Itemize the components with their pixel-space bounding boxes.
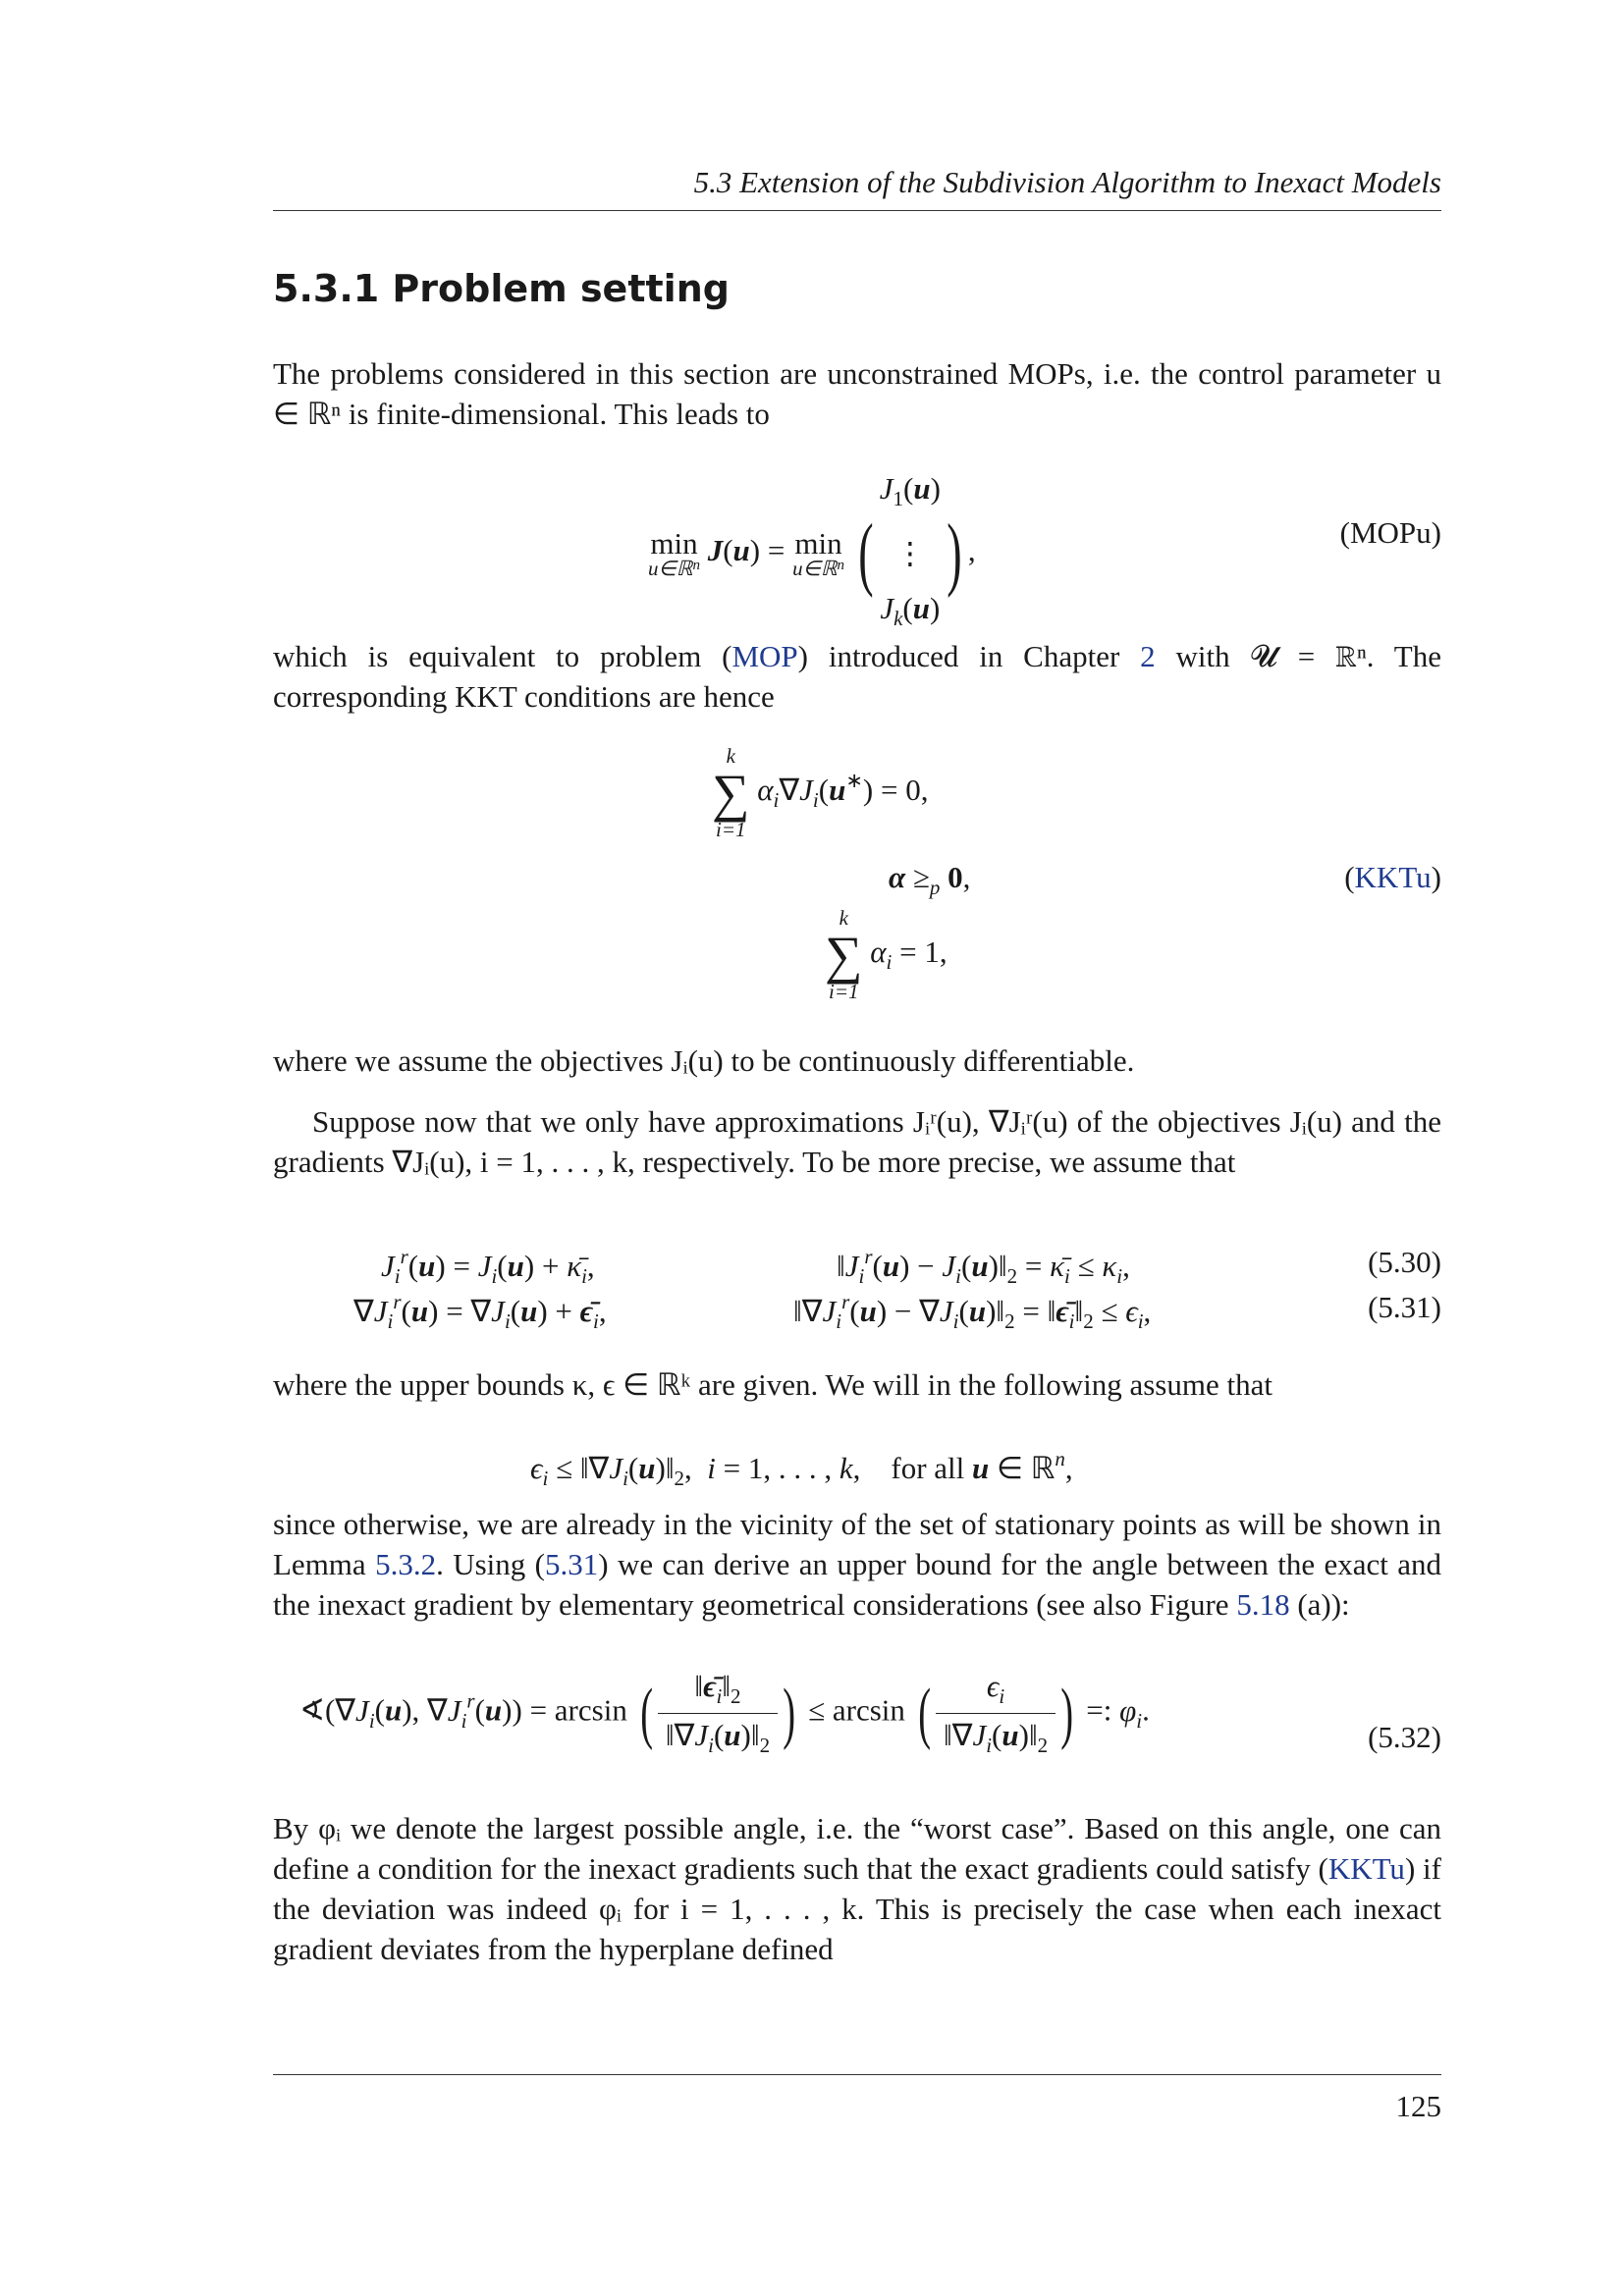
paragraph-differentiable: where we assume the objectives Jᵢ(u) to be continuously differentiable. <box>273 1043 1135 1078</box>
paragraph-vicinity <box>273 1504 1441 1625</box>
para6-text-b: . Using ( <box>436 1547 545 1581</box>
para2-text-a: which is equivalent to problem ( <box>273 639 732 673</box>
para2-text-c: with 𝓤 = ℝⁿ. The corresponding KKT conditions are hence <box>273 639 1441 714</box>
equation-kktu-line1: k ∑ i=1 $\alpha_i\nabla J_i(u^∗) = 0$, <box>712 744 929 841</box>
equation-530-right: $‖J_i^r(u)$ − $J_i(u)‖_2$ = $\kappā_i \le \kappa_i$, <box>837 1245 1130 1288</box>
paragraph-worst-case <box>273 1808 1441 1969</box>
paragraph-approximations: Suppose now that we only have approximations Jᵢʳ(u), ∇Jᵢʳ(u) of the objectives Jᵢ(u) and the gradients ∇Jᵢ(u), i = 1, . . . , k, respectively. To be more precise, we assume that <box>273 1104 1441 1179</box>
ref-eq-5-31[interactable]: 5.31 <box>545 1547 599 1581</box>
para2-text-b: ) introduced in Chapter <box>797 639 1141 673</box>
equation-mopu: min u∈ℝ$^n$ J(u) = min u∈ℝ$^n$ ( $J_1(u)$ ⋮ $J_k(u)$ ) , <box>648 471 976 630</box>
equation-kktu-line3: k ∑ i=1 $\alpha_i = 1$, <box>825 906 947 1003</box>
equation-assumption: $\epsilon_i$ ≤ $‖\nabla J_i(u)‖_2$, i = 1, . . . , k, for all u ∈ ℝ$^n$, <box>530 1447 1073 1490</box>
para6-text-c: ) we can derive an upper bound for the angle between the exact and the inexact gradient by elementary geometrical considerations (see also Figure <box>273 1547 1442 1622</box>
page-number: 125 <box>1395 2089 1441 2123</box>
paragraph-upper-bounds: where the upper bounds κ, ϵ ∈ ℝᵏ are given. We will in the following assume that <box>273 1367 1272 1402</box>
equation-label-mopu: (MOPu) <box>1339 515 1441 550</box>
running-header: 5.3 Extension of the Subdivision Algorithm to Inexact Models <box>693 165 1441 199</box>
paragraph-intro: The problems considered in this section are unconstrained MOPs, i.e. the control parameter u ∈ ℝⁿ is finite-dimensional. This leads to <box>273 356 1441 431</box>
para6-text-d: (a)): <box>1289 1587 1350 1622</box>
equation-532: $∢(\nabla J_i(u)$, $\nabla J_i^r(u)) = \arcsin$ ( $\frac{‖\epsilon̄_i‖_2}{‖\nabla J_i(u)‖_2}$ ) ≤ arcsin ( $\frac{\epsilon_i}{‖\nabla J_i(u)‖_2}$ ) =: $\varphi_i$. <box>299 1669 1150 1757</box>
equation-530-left: $J_i^r(u) = J_i(u)$ + $\kappā_i$, <box>381 1245 595 1288</box>
equation-531-left: $\nabla J_i^r(u) = \nabla J_i(u)$ + $\epsilon̄_i$, <box>353 1290 607 1333</box>
equation-label-531: (5.31) <box>1368 1290 1441 1324</box>
ref-mop[interactable]: MOP <box>731 639 798 673</box>
equation-531-right: $‖\nabla J_i^r(u)$ − $\nabla J_i(u)‖_2$ = $‖\epsilon̄_i‖_2 \le \epsilon_i$, <box>793 1290 1152 1333</box>
ref-kktu[interactable]: KKTu <box>1327 1851 1405 1886</box>
para7-text-b: ) if the deviation was indeed φᵢ for i = 1, . . . , k. This is precisely the case when each inexact gradient deviates from the hyperplane defined <box>273 1851 1441 1966</box>
kktu-label-text[interactable]: KKTu <box>1354 860 1432 894</box>
ref-figure-5-18[interactable]: 5.18 <box>1236 1587 1290 1622</box>
equation-kktu-line2: $\alpha \ge_p$ 0, <box>889 860 971 899</box>
equation-label-530: (5.30) <box>1368 1245 1441 1279</box>
para6-text-a: since otherwise, we are already in the vicinity of the set of stationary points as will be shown in Lemma <box>273 1507 1441 1581</box>
para7-text-a: By φᵢ we denote the largest possible angle, i.e. the “worst case”. Based on this angle, one can define a condition for the inexact gradients such that the exact gradients could satisfy ( <box>273 1811 1441 1886</box>
ref-lemma-5-3-2[interactable]: 5.3.2 <box>375 1547 437 1581</box>
footer-rule <box>273 2074 1441 2075</box>
header-rule <box>273 210 1441 211</box>
equation-label-kktu[interactable]: (KKTu) <box>1344 860 1441 894</box>
equation-label-532: (5.32) <box>1368 1720 1441 1754</box>
ref-chapter-2[interactable]: 2 <box>1140 639 1156 673</box>
paragraph-equivalence <box>273 636 1441 717</box>
section-title: 5.3.1 Problem setting <box>273 267 730 310</box>
